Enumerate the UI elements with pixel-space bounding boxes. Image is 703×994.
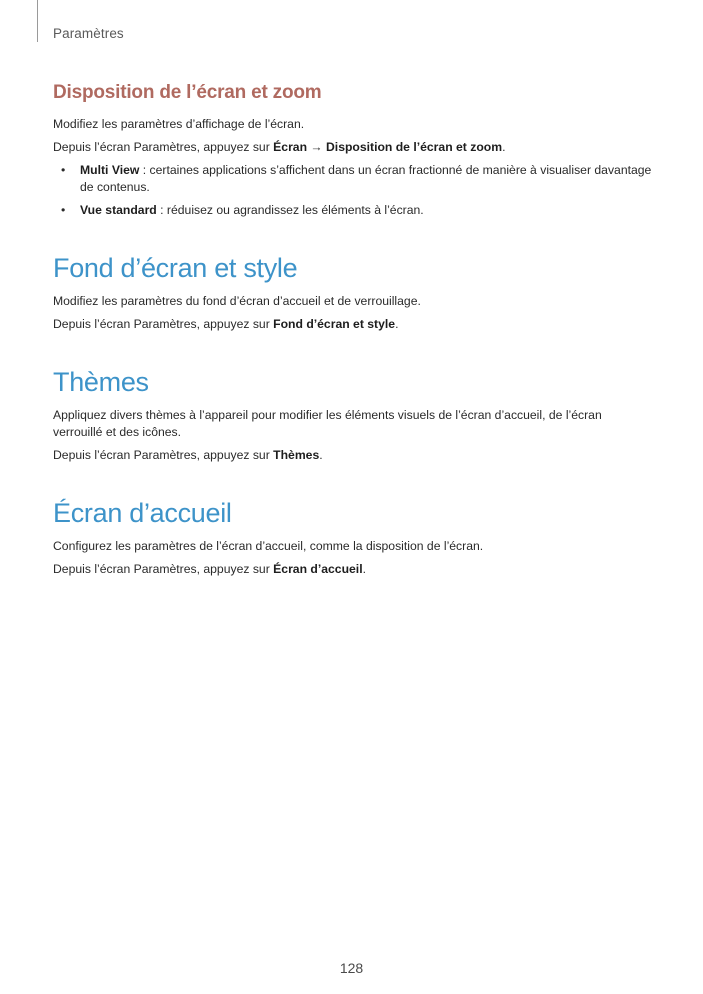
section-heading: Disposition de l’écran et zoom xyxy=(53,82,322,103)
arrow-icon: → xyxy=(307,140,326,154)
path-prefix: Depuis l’écran Paramètres, appuyez sur xyxy=(53,448,274,462)
section-path xyxy=(53,561,653,578)
bullet-icon: • xyxy=(61,203,66,217)
bullet-icon: • xyxy=(61,163,66,177)
list-item xyxy=(53,162,653,196)
list-item-text: : certaines applications s’affichent dans un écran fractionné de manière à visualiser davantage de contenus. xyxy=(80,163,652,194)
section-description: Configurez les paramètres de l’écran d’accueil, comme la disposition de l’écran. xyxy=(53,539,484,553)
section-display-zoom xyxy=(53,82,653,219)
path-end: . xyxy=(319,448,323,462)
section-description: Modifiez les paramètres d’affichage de l’écran. xyxy=(53,117,305,131)
section-themes xyxy=(53,367,653,464)
section-description: Modifiez les paramètres du fond d’écran d’accueil et de verrouillage. xyxy=(53,294,421,308)
section-heading: Écran d’accueil xyxy=(53,498,232,528)
section-heading: Fond d’écran et style xyxy=(53,253,298,283)
list-item xyxy=(53,202,653,219)
section-path xyxy=(53,139,653,156)
section-path xyxy=(53,316,653,333)
path-item: Disposition de l’écran et zoom xyxy=(326,140,503,154)
page-content xyxy=(53,82,653,584)
section-wallpaper-style xyxy=(53,253,653,333)
section-home-screen xyxy=(53,498,653,578)
path-prefix: Depuis l’écran Paramètres, appuyez sur xyxy=(53,562,274,576)
section-heading: Thèmes xyxy=(53,367,149,397)
path-end: . xyxy=(502,140,506,154)
path-prefix: Depuis l’écran Paramètres, appuyez sur xyxy=(53,140,274,154)
page-number: 128 xyxy=(339,960,364,976)
path-item: Écran xyxy=(273,140,308,154)
path-item: Fond d’écran et style xyxy=(273,317,396,331)
path-end: . xyxy=(362,562,366,576)
list-item-term: Vue standard xyxy=(80,203,157,217)
header-rule xyxy=(37,0,38,42)
path-end: . xyxy=(395,317,399,331)
list-item-text: : réduisez ou agrandissez les éléments à l’écran. xyxy=(156,203,424,217)
section-path xyxy=(53,447,653,464)
section-description: Appliquez divers thèmes à l’appareil pour modifier les éléments visuels de l’écran d’accueil, de l’écran verrouillé et des icônes. xyxy=(53,408,602,439)
path-prefix: Depuis l’écran Paramètres, appuyez sur xyxy=(53,317,274,331)
list-item-term: Multi View xyxy=(80,163,140,177)
path-item: Thèmes xyxy=(273,448,320,462)
path-item: Écran d’accueil xyxy=(273,562,363,576)
page-header-title: Paramètres xyxy=(53,26,124,41)
